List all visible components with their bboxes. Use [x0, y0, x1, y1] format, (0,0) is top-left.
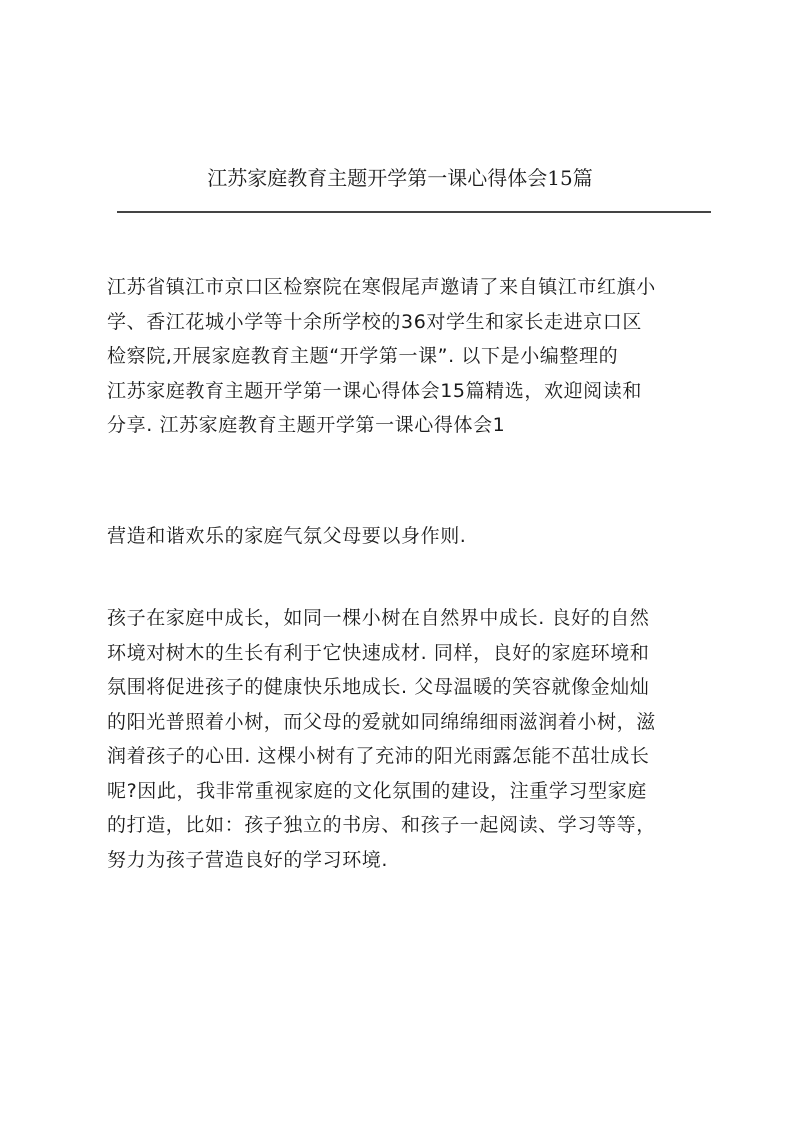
title-divider	[117, 211, 711, 213]
paragraph-line: 检察院,开展家庭教育主题“开学第一课”. 以下是小编整理的	[107, 345, 619, 367]
paragraph-line: 孩子在家庭中成长，如同一棵小树在自然界中成长. 良好的自然	[107, 607, 650, 629]
paragraph-line: 润着孩子的心田. 这棵小树有了充沛的阳光雨露怎能不茁壮成长	[107, 745, 650, 767]
paragraph-line: 环境对树木的生长有利于它快速成材. 同样，良好的家庭环境和	[107, 641, 650, 664]
paragraph-line: 江苏家庭教育主题开学第一课心得体会15篇精选，欢迎阅读和	[107, 379, 642, 402]
paragraph-line: 分享. 江苏家庭教育主题开学第一课心得体会1	[107, 414, 506, 436]
paragraph-line: 江苏省镇江市京口区检察院在寒假尾声邀请了来自镇江市红旗小	[107, 276, 656, 298]
paragraph-line: 呢?因此，我非常重视家庭的文化氛围的建设，注重学习型家庭	[107, 779, 647, 802]
paragraph-line: 的阳光普照着小树，而父母的爱就如同绵绵细雨滋润着小树，滋	[107, 710, 656, 733]
paragraph-line: 营造和谐欢乐的家庭气氛父母要以身作则.	[107, 525, 467, 547]
document-title: 江苏家庭教育主题开学第一课心得体会15篇	[207, 166, 593, 190]
paragraph-line: 学、香江花城小学等十余所学校的36对学生和家长走进京口区	[107, 310, 642, 333]
paragraph-line: 氛围将促进孩子的健康快乐地成长. 父母温暖的笑容就像金灿灿	[107, 676, 650, 698]
heading-paragraph	[107, 519, 707, 554]
body-paragraph	[107, 601, 707, 877]
paragraph-line: 努力为孩子营造良好的学习环境.	[107, 848, 389, 871]
intro-paragraph	[107, 270, 707, 443]
paragraph-line: 的打造，比如：孩子独立的书房、和孩子一起阅读、学习等等，	[107, 814, 656, 836]
